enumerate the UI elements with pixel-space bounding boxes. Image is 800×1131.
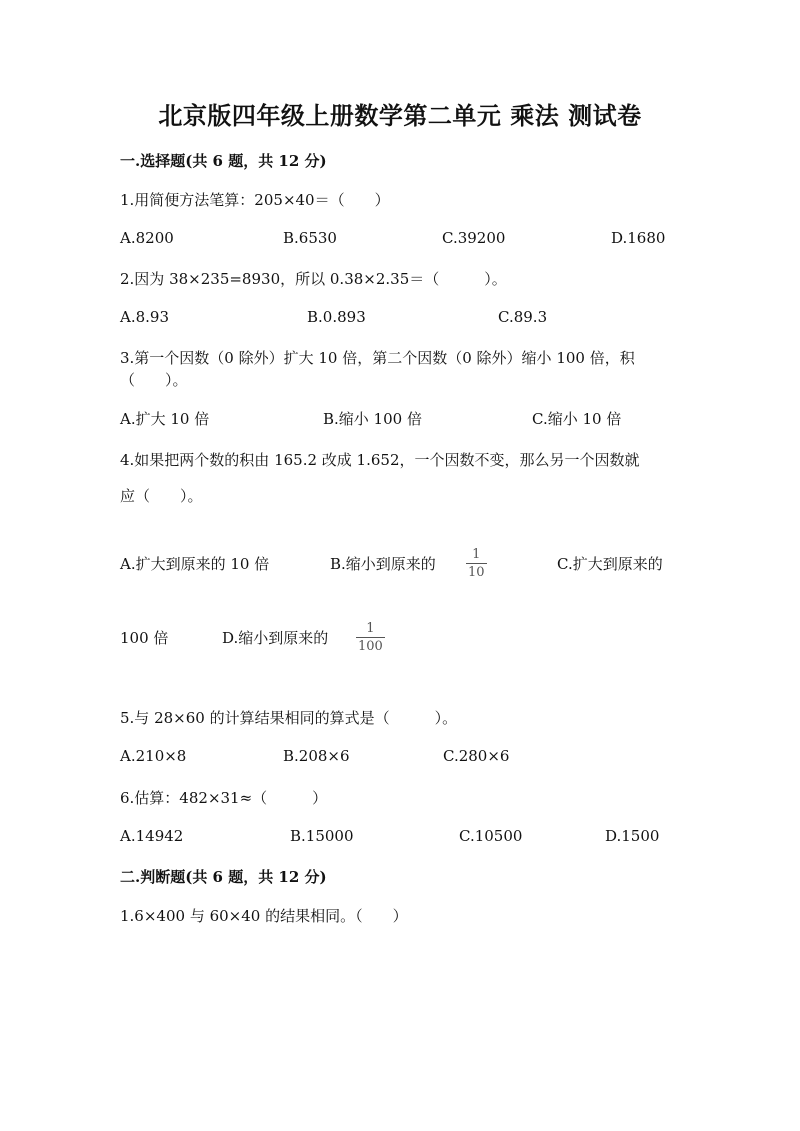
question-2-option-b: B.0.893 bbox=[307, 308, 366, 326]
question-6-option-d: D.1500 bbox=[605, 827, 660, 845]
question-6-option-a: A.14942 bbox=[120, 827, 184, 845]
question-3-text-line2: （ ）。 bbox=[120, 371, 188, 389]
question-4-option-d: D.缩小到原来的 bbox=[222, 629, 329, 647]
question-4-option-d-fraction bbox=[356, 622, 385, 653]
question-3-option-c: C.缩小 10 倍 bbox=[532, 410, 622, 428]
question-6-option-c: C.10500 bbox=[459, 827, 523, 845]
question-5-text: 5.与 28×60 的计算结果相同的算式是（ ）。 bbox=[120, 709, 458, 727]
question-1-text: 1.用简便方法笔算：205×40＝（ ） bbox=[120, 191, 390, 209]
question-6-option-b: B.15000 bbox=[290, 827, 354, 845]
question-5-option-a: A.210×8 bbox=[120, 747, 187, 765]
fraction-denominator: 10 bbox=[468, 565, 485, 580]
question-3-text-line1: 3.第一个因数（0 除外）扩大 10 倍，第二个因数（0 除外）缩小 100 倍，积 bbox=[120, 349, 635, 367]
question-6-text: 6.估算：482×31≈（ ） bbox=[120, 789, 328, 807]
question-4-option-c-line2: 100 倍 bbox=[120, 629, 169, 647]
question-2-option-a: A.8.93 bbox=[120, 308, 169, 326]
question-4-text-line2: 应（ ）。 bbox=[120, 487, 203, 505]
page-title: 北京版四年级上册数学第二单元 乘法 测试卷 bbox=[158, 101, 642, 130]
question-5-option-b: B.208×6 bbox=[283, 747, 350, 765]
fraction-denominator: 100 bbox=[358, 639, 383, 654]
fraction-numerator: 1 bbox=[472, 547, 481, 562]
question-3-option-b: B.缩小 100 倍 bbox=[323, 410, 422, 428]
question-1-option-d: D.1680 bbox=[611, 229, 666, 247]
section-heading-choice: 一.选择题(共 6 题，共 12 分) bbox=[120, 152, 327, 170]
question-4-option-b: B.缩小到原来的 bbox=[330, 555, 436, 573]
judge-question-1-text: 1.6×400 与 60×40 的结果相同。（ ） bbox=[120, 907, 408, 925]
fraction-numerator: 1 bbox=[366, 621, 375, 636]
question-1-option-a: A.8200 bbox=[120, 229, 174, 247]
question-1-option-b: B.6530 bbox=[283, 229, 337, 247]
question-4-option-a: A.扩大到原来的 10 倍 bbox=[120, 555, 270, 573]
question-1-option-c: C.39200 bbox=[442, 229, 506, 247]
question-2-text: 2.因为 38×235=8930，所以 0.38×2.35＝（ ）。 bbox=[120, 270, 507, 288]
question-4-text-line1: 4.如果把两个数的积由 165.2 改成 1.652，一个因数不变，那么另一个因数就 bbox=[120, 451, 640, 469]
question-4-option-c-line1: C.扩大到原来的 bbox=[557, 555, 663, 573]
question-3-option-a: A.扩大 10 倍 bbox=[120, 410, 210, 428]
question-5-option-c: C.280×6 bbox=[443, 747, 510, 765]
question-2-option-c: C.89.3 bbox=[498, 308, 548, 326]
section-heading-judge: 二.判断题(共 6 题，共 12 分) bbox=[120, 868, 327, 886]
question-4-option-b-fraction bbox=[466, 548, 487, 579]
